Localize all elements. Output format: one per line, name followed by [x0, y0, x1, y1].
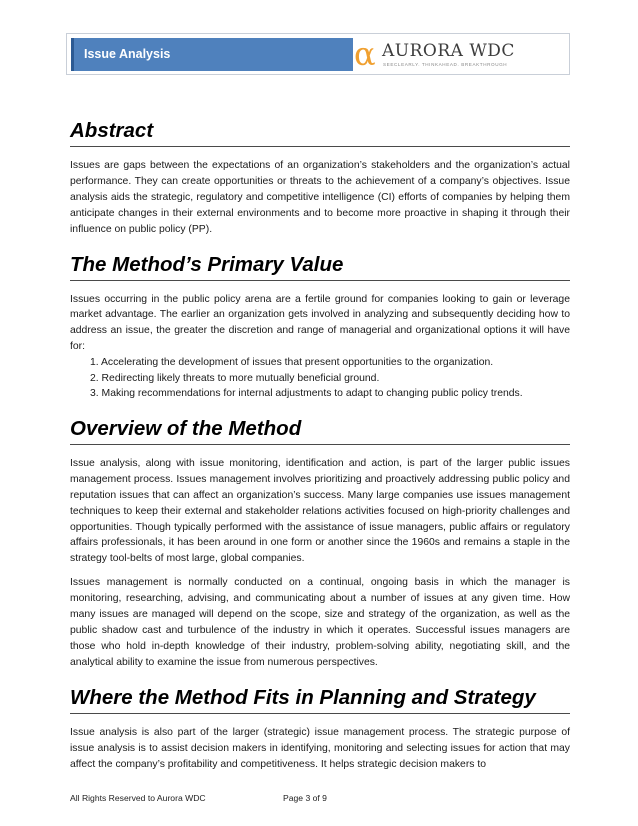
header-title-tab — [71, 38, 353, 71]
overview-paragraph-2: Issues management is normally conducted on a continual, ongoing basis in which the manager is monitoring, researching, advising, and communicating about a number of issues at any given time. How many issues are managed will depend on the scope, size and strategy of the organization, as well as the public shadow cast and turbulence of the industry in which it operates. Successful issues managers are those who hold in-depth knowledge of their industry, problem-solving ability, negotiating skill, and the analytical ability to examine the issue from numerous perspectives. — [70, 577, 570, 668]
primary-value-heading: The Method’s Primary Value — [70, 252, 570, 281]
abstract-heading: Abstract — [70, 118, 570, 147]
list-item: 1. Accelerating the development of issues that present opportunities to the organization. — [90, 357, 494, 369]
footer-rights: All Rights Reserved to Aurora WDC — [70, 793, 206, 803]
overview-heading: Overview of the Method — [70, 416, 570, 445]
header-title: Issue Analysis — [84, 47, 171, 61]
aurora-logo — [352, 37, 567, 71]
footer-page-number: Page 3 of 9 — [283, 793, 327, 803]
logo-name: AURORA WDC — [382, 41, 515, 61]
overview-paragraph-1: Issue analysis, along with issue monitoring, identification and action, is part of the larger public issues management process. Issues management involves prioritizing and proactively addressing public policy and reputation issues that can affect an organization’s success. Many large companies use issues management techniques to keep their external and stakeholder relations activities focused on high-priority challenges and opportunities. Though typically performed with the assistance of issue managers, public affairs or regulatory affairs professionals, it has been around in one form or another since the 1960s and remains a staple in the strategy tool-belts of most large, global companies. — [70, 457, 570, 565]
list-item: 2. Redirecting likely threats to more mutually beneficial ground. — [90, 372, 380, 384]
logo-tagline: SEECLEARLY. THINKAHEAD. BREAKTHROUGH — [383, 62, 508, 67]
document-body — [70, 118, 570, 772]
primary-value-list — [70, 355, 570, 402]
page-header — [66, 33, 570, 75]
fits-heading: Where the Method Fits in Planning and Strategy — [70, 685, 570, 714]
fits-paragraph: Issue analysis is also part of the larger (strategic) issue management process. The strategic purpose of issue analysis is to assist decision makers in identifying, monitoring and selecting issues for action that may affect the company’s profitability and competitiveness. It helps strategic decision makers to — [70, 726, 570, 770]
logo-alpha-icon: α — [354, 35, 376, 73]
abstract-paragraph: Issues are gaps between the expectations of an organization’s stakeholders and the organization’s actual performance. They can create opportunities or threats to the achievement of a company’s objectives. Issue analysis aids the strategic, regulatory and competitive intelligence (CI) efforts of companies by helping them anticipate changes in their external environments and to become more proactive in shaping it through their influence on public policy (PP). — [70, 160, 570, 235]
primary-value-paragraph: Issues occurring in the public policy arena are a fertile ground for companies looking to gain or leverage market advantage. The earlier an organization gets involved in analyzing and subsequently deciding how to address an issue, the greater the discretion and range of managerial and organizational options it will have for: — [70, 293, 570, 353]
list-item: 3. Making recommendations for internal adjustments to adapt to changing public policy trends. — [90, 388, 523, 400]
